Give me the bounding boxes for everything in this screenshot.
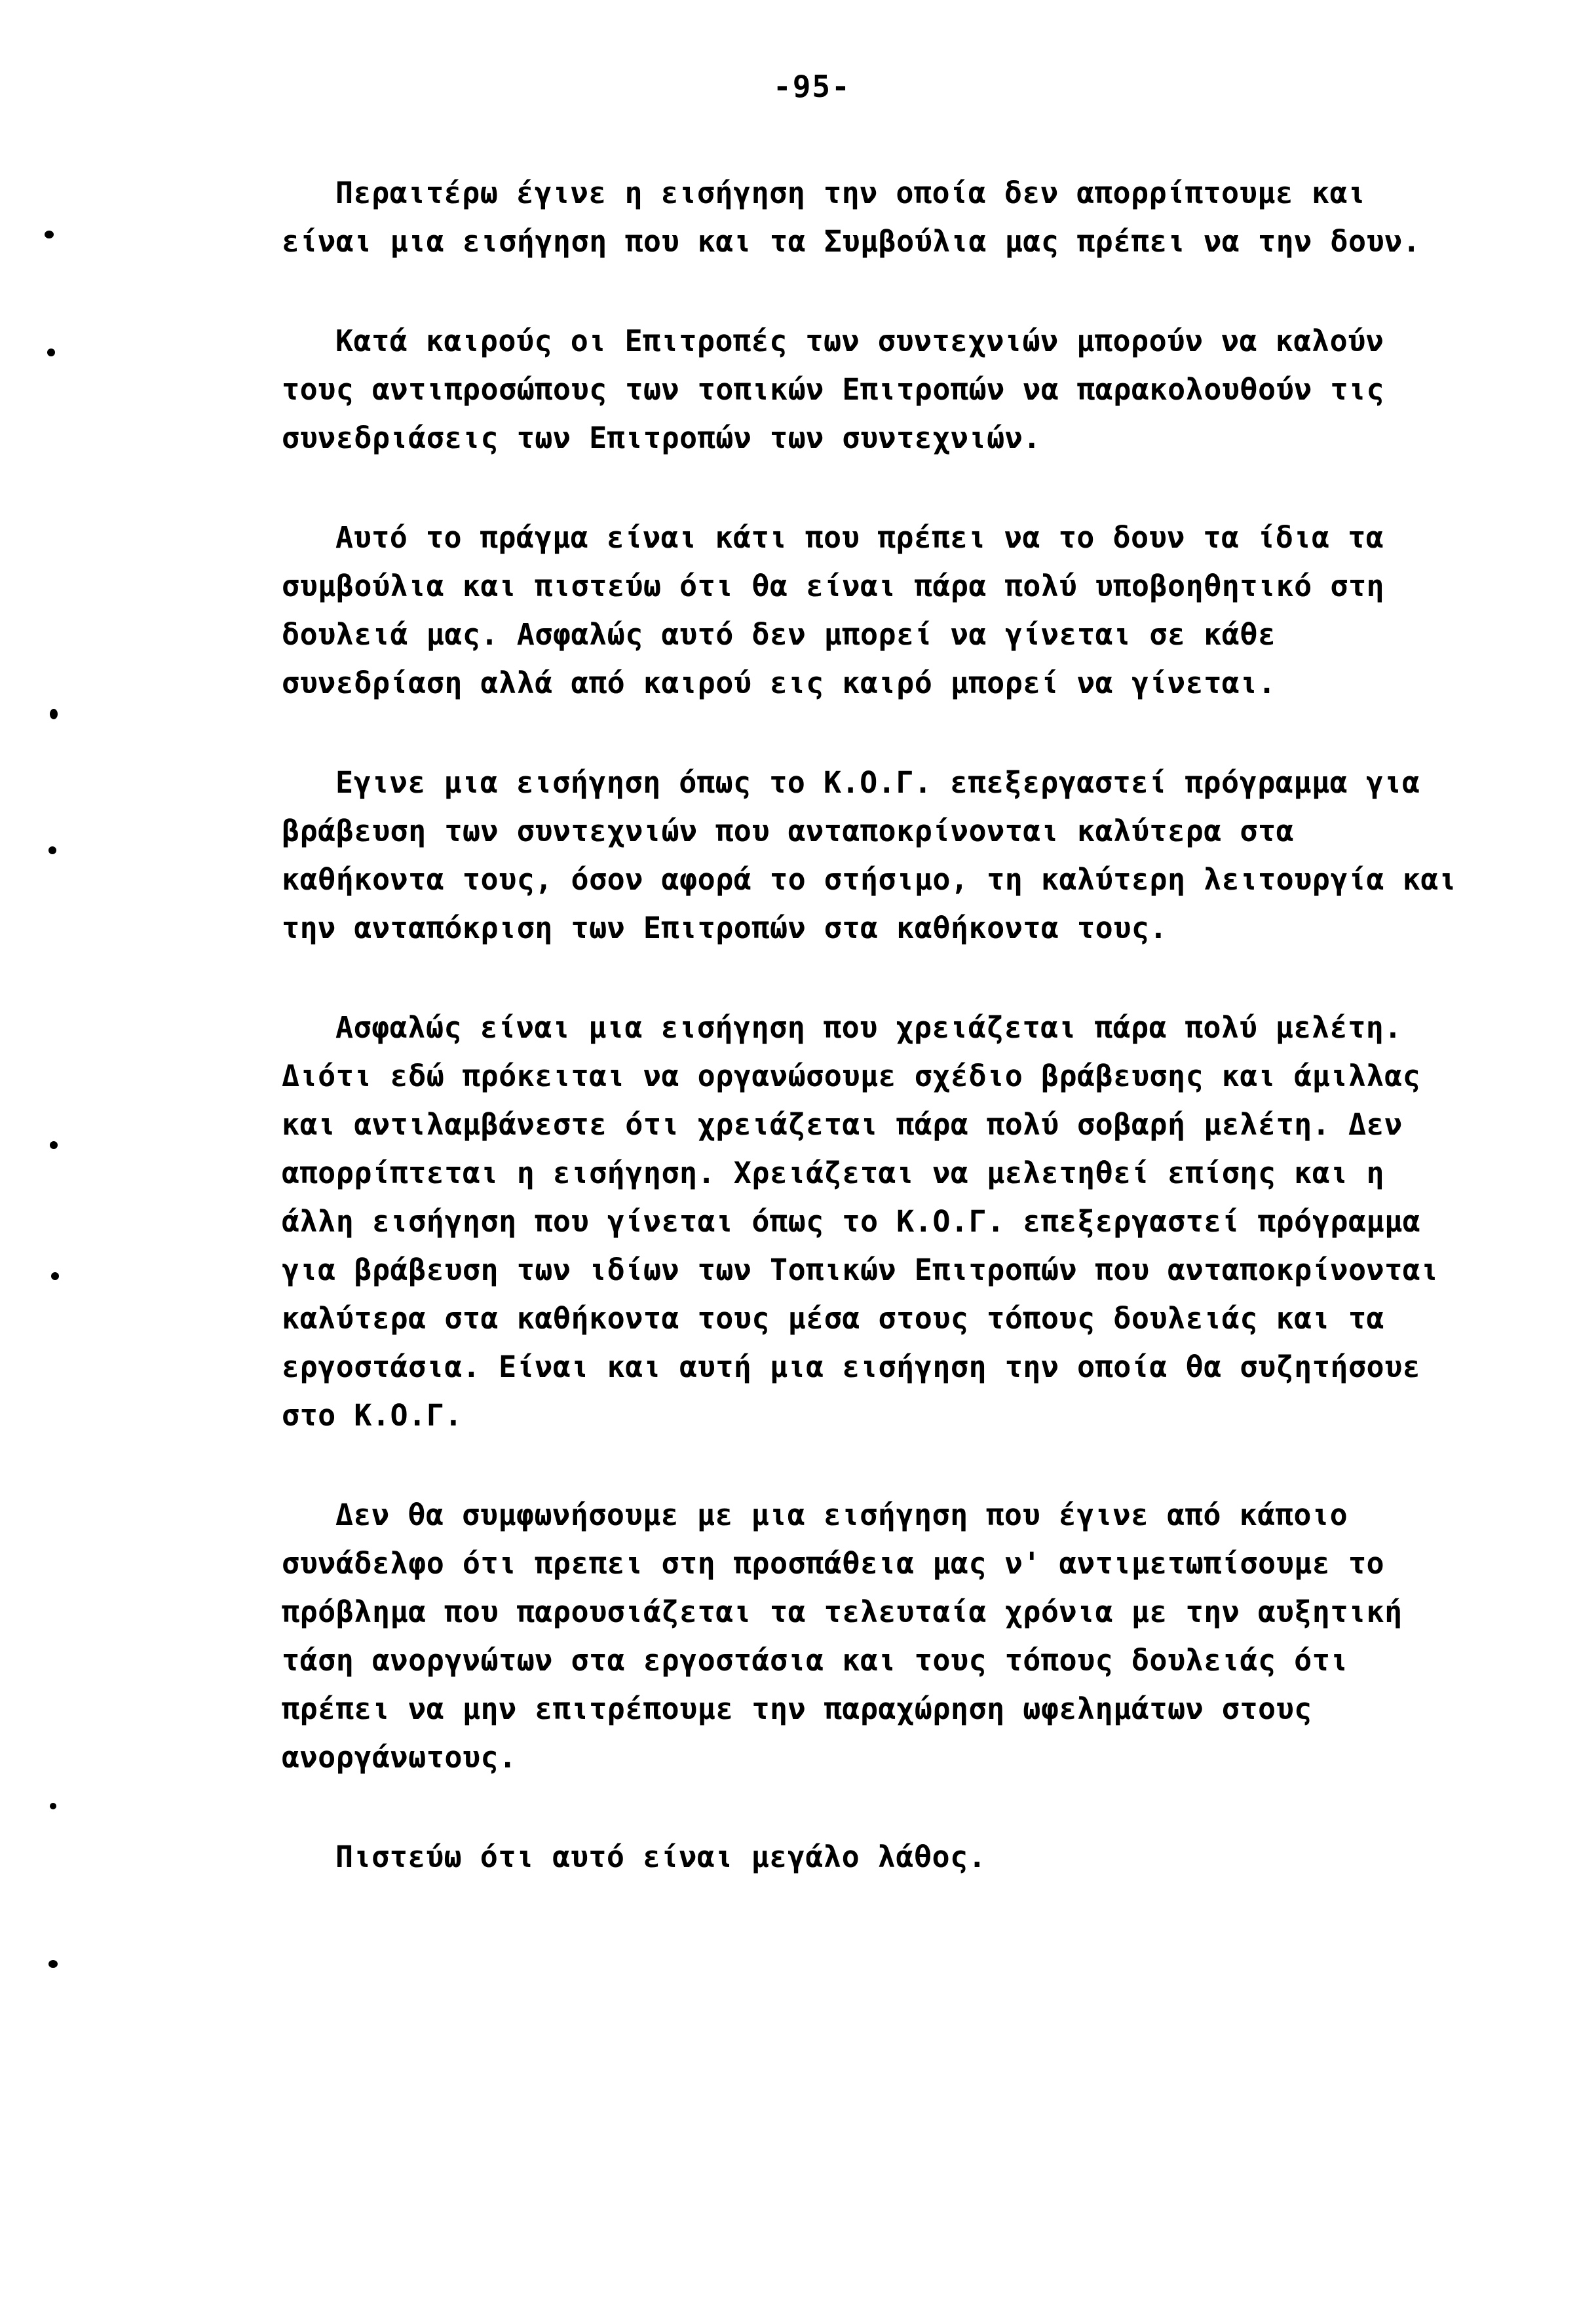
scan-speck xyxy=(45,231,54,238)
text-line: καθήκοντα τους, όσον αφορά το στήσιμο, τη καλύτερη λειτουργία και xyxy=(282,862,1457,897)
text-line: Αυτό το πράγμα είναι κάτι που πρέπει να το δουν τα ίδια τα xyxy=(335,520,1384,555)
text-line: και αντιλαμβάνεστε ότι χρειάζεται πάρα πολύ σοβαρή μελέτη. Δεν xyxy=(282,1107,1403,1142)
paragraph xyxy=(282,169,1513,266)
paragraph xyxy=(282,1833,1513,1881)
scan-speck xyxy=(48,1960,58,1968)
text-line: την ανταπόκριση των Επιτροπών στα καθήκοντα τους. xyxy=(282,911,1168,945)
text-line: στο Κ.Ο.Γ. xyxy=(282,1398,463,1433)
text-line: απορρίπτεται η εισήγηση. Χρειάζεται να μελετηθεί επίσης και η xyxy=(282,1156,1385,1190)
text-line: άλλη εισήγηση που γίνεται όπως το Κ.Ο.Γ. επεξεργαστεί πρόγραμμα xyxy=(282,1204,1421,1239)
scan-speck xyxy=(51,1272,59,1280)
text-line: Εγινε μια εισήγηση όπως το Κ.Ο.Γ. επεξεργαστεί πρόγραμμα για xyxy=(335,765,1420,800)
document-body xyxy=(282,169,1513,1933)
text-line: Πιστεύω ότι αυτό είναι μεγάλο λάθος. xyxy=(335,1840,987,1874)
scan-speck xyxy=(50,1803,56,1809)
text-line: εργοστάσια. Είναι και αυτή μια εισήγηση την οποία θα συζητήσουε xyxy=(282,1349,1421,1384)
paragraph xyxy=(282,317,1513,462)
scan-speck xyxy=(50,1141,58,1149)
text-line: συνεδρίαση αλλά από καιρού εις καιρό μπορεί να γίνεται. xyxy=(282,666,1276,700)
text-line: Δεν θα συμφωνήσουμε με μια εισήγηση που έγινε από κάποιο xyxy=(335,1498,1348,1532)
paragraph xyxy=(282,759,1513,953)
paragraph xyxy=(282,1491,1513,1782)
text-line: Περαιτέρω έγινε η εισήγηση την οποία δεν απορρίπτουμε και xyxy=(335,176,1366,210)
text-line: πρέπει να μην επιτρέπουμε την παραχώρηση ωφελημάτων στους xyxy=(282,1691,1312,1726)
text-line: δουλειά μας. Ασφαλώς αυτό δεν μπορεί να γίνεται σε κάθε xyxy=(282,617,1276,652)
paragraph xyxy=(282,514,1513,708)
text-line: Ασφαλώς είναι μια εισήγηση που χρειάζεται πάρα πολύ μελέτη. xyxy=(335,1010,1402,1045)
text-line: πρόβλημα που παρουσιάζεται τα τελευταία χρόνια με την αυξητική xyxy=(282,1594,1403,1629)
text-line: είναι μια εισήγηση που και τα Συμβούλια μας πρέπει να την δουν. xyxy=(282,224,1421,259)
page-number: -95- xyxy=(773,69,851,104)
text-line: συνεδριάσεις των Επιτροπών των συντεχνιών. xyxy=(282,421,1041,455)
scan-speck xyxy=(48,846,56,854)
text-line: συμβούλια και πιστεύω ότι θα είναι πάρα πολύ υποβοηθητικό στη xyxy=(282,569,1385,603)
text-line: για βράβευση των ιδίων των Τοπικών Επιτροπών που ανταποκρίνονται xyxy=(282,1253,1439,1287)
text-line: συνάδελφο ότι πρεπει στη προσπάθεια μας ν' αντιμετωπίσουμε το xyxy=(282,1546,1385,1581)
scan-speck xyxy=(50,709,58,719)
text-line: τους αντιπροσώπους των τοπικών Επιτροπών να παρακολουθούν τις xyxy=(282,372,1385,407)
scan-speck xyxy=(47,349,55,356)
text-line: ανοργάνωτους. xyxy=(282,1740,517,1775)
text-line: Διότι εδώ πρόκειται να οργανώσουμε σχέδιο βράβευσης και άμιλλας xyxy=(282,1059,1421,1093)
text-line: βράβευση των συντεχνιών που ανταποκρίνονται καλύτερα στα xyxy=(282,814,1295,848)
text-line: τάση ανοργνώτων στα εργοστάσια και τους τόπους δουλειάς ότι xyxy=(282,1643,1348,1678)
paragraph xyxy=(282,1004,1513,1440)
text-line: καλύτερα στα καθήκοντα τους μέσα στους τόπους δουλειάς και τα xyxy=(282,1301,1385,1336)
text-line: Κατά καιρούς οι Επιτροπές των συντεχνιών μπορούν να καλούν xyxy=(335,324,1384,358)
